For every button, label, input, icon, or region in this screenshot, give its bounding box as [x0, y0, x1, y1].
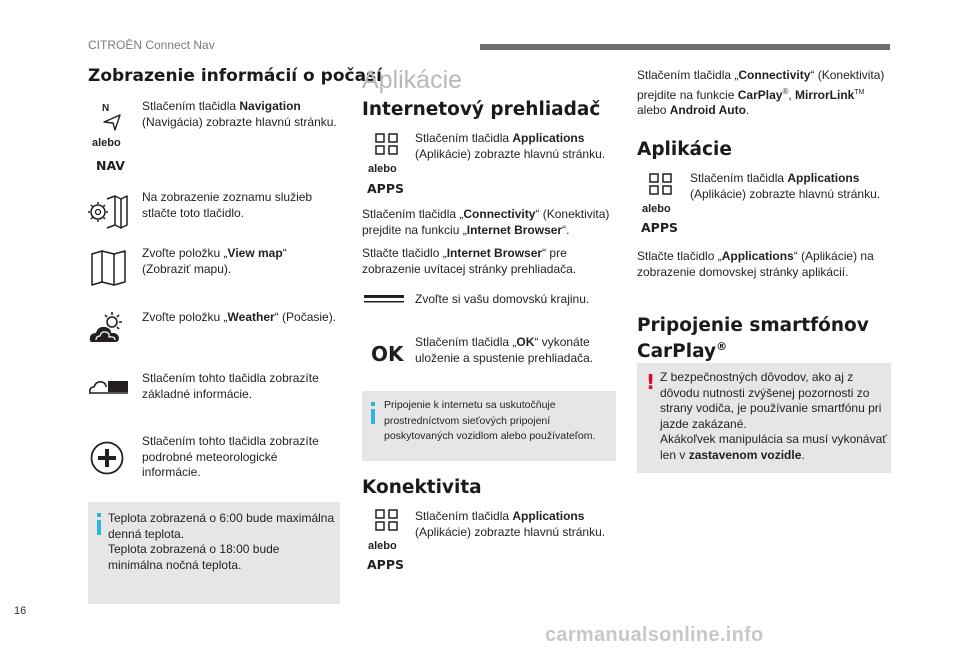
- temperature-note-text: Teplota zobrazená o 6:00 bude maximálna denná teplota. Teplota zobrazená o 18:00 bude minimálna nočná teplota.: [108, 511, 335, 572]
- apps-or-caption: alebo: [368, 540, 397, 552]
- weather-section-title: Zobrazenie informácií o počasí: [88, 66, 382, 86]
- watermark: carmanualsonline.info: [545, 624, 764, 646]
- apps-grid-icon: [375, 509, 399, 531]
- weather-step-2: Na zobrazenie zoznamu služieb stlačte toto tlačidlo.: [142, 190, 313, 220]
- weather-info-button-icon: [88, 378, 128, 396]
- browser-section-title: Internetový prehliadač: [362, 99, 601, 120]
- apps-label: APPS: [641, 220, 678, 235]
- svg-text:N: N: [102, 103, 110, 114]
- page-number: 16: [14, 605, 27, 617]
- details-plus-icon: [90, 441, 124, 475]
- map-settings-icon: [88, 195, 128, 229]
- country-list-icon: [364, 295, 404, 305]
- internet-note-text: Pripojenie k internetu sa uskutočňuje prostredníctvom sieťových pripojení poskytovaných vozidlom alebo používateľom.: [384, 399, 596, 442]
- warning-exclamation-icon: !: [646, 370, 656, 394]
- weather-step-3: Zvoľte položku „View map“ (Zobraziť mapu).: [142, 246, 287, 276]
- apps-grid-icon: [375, 133, 399, 155]
- weather-sun-cloud-icon: [88, 312, 128, 346]
- weather-step-5: Stlačením tohto tlačidla zobrazíte základné informácie.: [142, 371, 319, 401]
- apps-label: APPS: [367, 181, 404, 196]
- header-title: CITROËN Connect Nav: [88, 38, 215, 52]
- temperature-info-note: [88, 502, 340, 604]
- applications-paragraph: Stlačte tlačidlo „Applications“ (Aplikácie) na zobrazenie domovskej stránky aplikácií.: [637, 249, 874, 279]
- apps-or-caption: alebo: [642, 203, 671, 215]
- internet-info-note: [362, 391, 616, 461]
- map-icon: [90, 250, 128, 286]
- browser-apps-text: Stlačením tlačidla Applications (Aplikácie) zobrazte hlavnú stránku.: [415, 131, 606, 161]
- browser-paragraph-1: Stlačením tlačidla „Connectivity“ (Konektivita) prejdite na funkciu „Internet Browser“.: [362, 207, 610, 237]
- navigation-arrow-icon: [101, 101, 123, 131]
- info-icon: [371, 402, 375, 424]
- apps-or-caption: alebo: [368, 163, 397, 175]
- header-bar: [480, 44, 890, 50]
- applications-section-title: Aplikácie: [637, 139, 732, 160]
- browser-ok-text: Stlačením tlačidla „OK“ vykonáte uloženie a spustenie prehliadača.: [415, 335, 594, 365]
- weather-step-4: Zvoľte položku „Weather“ (Počasie).: [142, 310, 337, 324]
- weather-step-6: Stlačením tohto tlačidla zobrazíte podrobné meteorologické informácie.: [142, 434, 319, 479]
- info-icon: [97, 513, 101, 535]
- connectivity-apps-text: Stlačením tlačidla Applications (Aplikácie) zobrazte hlavnú stránku.: [415, 509, 606, 539]
- applications-apps-text: Stlačením tlačidla Applications (Aplikácie) zobrazte hlavnú stránku.: [690, 171, 881, 201]
- safety-warning-text: Z bezpečnostných dôvodov, ako aj z dôvodu nutnosti zvýšenej pozornosti zo strany vodiča, je používanie smartfónu pri jazde zakázané. Akákoľvek manipulácia sa musí vykonávať len v zastavenom vozidle.: [660, 370, 887, 462]
- nav-label: NAV: [96, 158, 125, 173]
- browser-paragraph-2: Stlačte tlačidlo „Internet Browser“ pre zobrazenie uvítacej stránky prehliadača.: [362, 246, 577, 276]
- connectivity-paragraph: Stlačením tlačidla „Connectivity“ (Konektivita) prejdite na funkcie CarPlay®, MirrorLink™ alebo Android Auto.: [637, 68, 885, 117]
- apps-chapter-title: Aplikácie: [362, 66, 463, 94]
- apps-label: APPS: [367, 557, 404, 572]
- nav-or-caption: alebo: [92, 137, 121, 149]
- weather-step-1: Stlačením tlačidla Navigation (Navigácia) zobrazte hlavnú stránku.: [142, 99, 337, 129]
- safety-warning-box: [637, 363, 891, 473]
- browser-country-text: Zvoľte si vašu domovskú krajinu.: [415, 292, 590, 306]
- ok-button-label: OK: [371, 342, 404, 366]
- connectivity-section-title: Konektivita: [362, 477, 482, 498]
- apps-grid-icon: [649, 173, 673, 195]
- smartphone-section-title: Pripojenie smartfónov CarPlay®: [637, 315, 869, 363]
